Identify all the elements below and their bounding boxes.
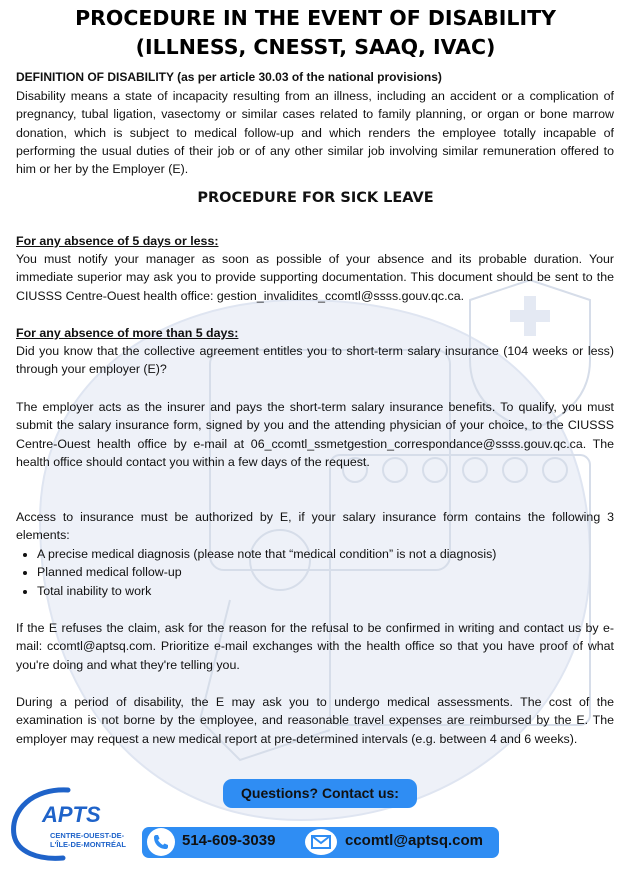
short-absence-body: You must notify your manager as soon as possible of your absence and its probable duration. Your immediate superior may ask you to provide supporting documentation. This document should be sent to the CIUSSS Centre-Ouest health office: gestion_invalidites_ccomtl@ssss.gouv.qc.ca. xyxy=(16,252,614,303)
logo-subtitle-2: L'ÎLE-DE-MONTRÉAL xyxy=(50,840,126,849)
mail-icon xyxy=(305,829,337,855)
procedure-heading: PROCEDURE FOR SICK LEAVE xyxy=(197,190,434,206)
list-item: • Total inability to work xyxy=(37,582,496,600)
phone-number[interactable]: 514-609-3039 xyxy=(182,832,276,849)
logo-subtitle-1: CENTRE-OUEST-DE- xyxy=(50,831,125,840)
required-elements-list xyxy=(16,545,496,600)
apts-logo xyxy=(8,780,133,862)
questions-banner: Questions? Contact us: xyxy=(223,779,417,808)
page-title xyxy=(0,4,631,62)
access-body: Access to insurance must be authorized by E, if your salary insurance form contains the following 3 elements: xyxy=(16,510,614,543)
logo-name: APTS xyxy=(42,802,101,827)
employer-body: The employer acts as the insurer and pays the short-term salary insurance benefits. To qualify, you must submit the salary insurance form, signed by you and the attending physician of your choice, to the CIUSSS Centre-Ouest health office by e-mail at 06_ccomtl_ssmetgestion_correspondance@ssss.gouv.qc.ca. The health office should contact you within a few days of the request. xyxy=(16,400,614,469)
title-line-1: PROCEDURE IN THE EVENT OF DISABILITY xyxy=(75,6,556,30)
definition-body: Disability means a state of incapacity resulting from an illness, including an accident or a complication of pregnancy, tubal ligation, vasectomy or similar cases related to family planning, or organ or bone marrow donation, which is subject to medical follow-up and which renders the employee totally incapable of performing the usual duties of their job or of any other similar job involving similar remuneration offered to him or her by the Employer (E). xyxy=(16,89,614,177)
list-item: • Planned medical follow-up xyxy=(37,563,496,581)
definition-heading: DEFINITION OF DISABILITY (as per article 30.03 of the national provisions) xyxy=(16,70,442,84)
list-item: • A precise medical diagnosis (please note that “medical condition” is not a diagnosis) xyxy=(37,545,496,563)
refusal-body: If the E refuses the claim, ask for the reason for the refusal to be confirmed in writing and contact us by e-mail: ccomtl@aptsq.com. Prioritize e-mail exchanges with the health office so that you have proof of what you're doing and what they're telling you. xyxy=(16,621,614,672)
phone-icon xyxy=(147,828,175,856)
title-line-2: (ILLNESS, CNESST, SAAQ, IVAC) xyxy=(135,35,496,59)
email-address[interactable]: ccomtl@aptsq.com xyxy=(345,832,483,849)
long-absence-body: Did you know that the collective agreement entitles you to short-term salary insurance (104 weeks or less) through your employer (E)? xyxy=(16,344,614,377)
long-absence-heading: For any absence of more than 5 days: xyxy=(16,326,239,340)
assessment-body: During a period of disability, the E may ask you to undergo medical assessments. The cost of the examination is not borne by the employee, and reasonable travel expenses are reimbursed by the E. The employer may request a new medical report at pre-determined intervals (e.g. between 4 and 6 weeks). xyxy=(16,695,614,746)
short-absence-heading: For any absence of 5 days or less: xyxy=(16,234,219,248)
